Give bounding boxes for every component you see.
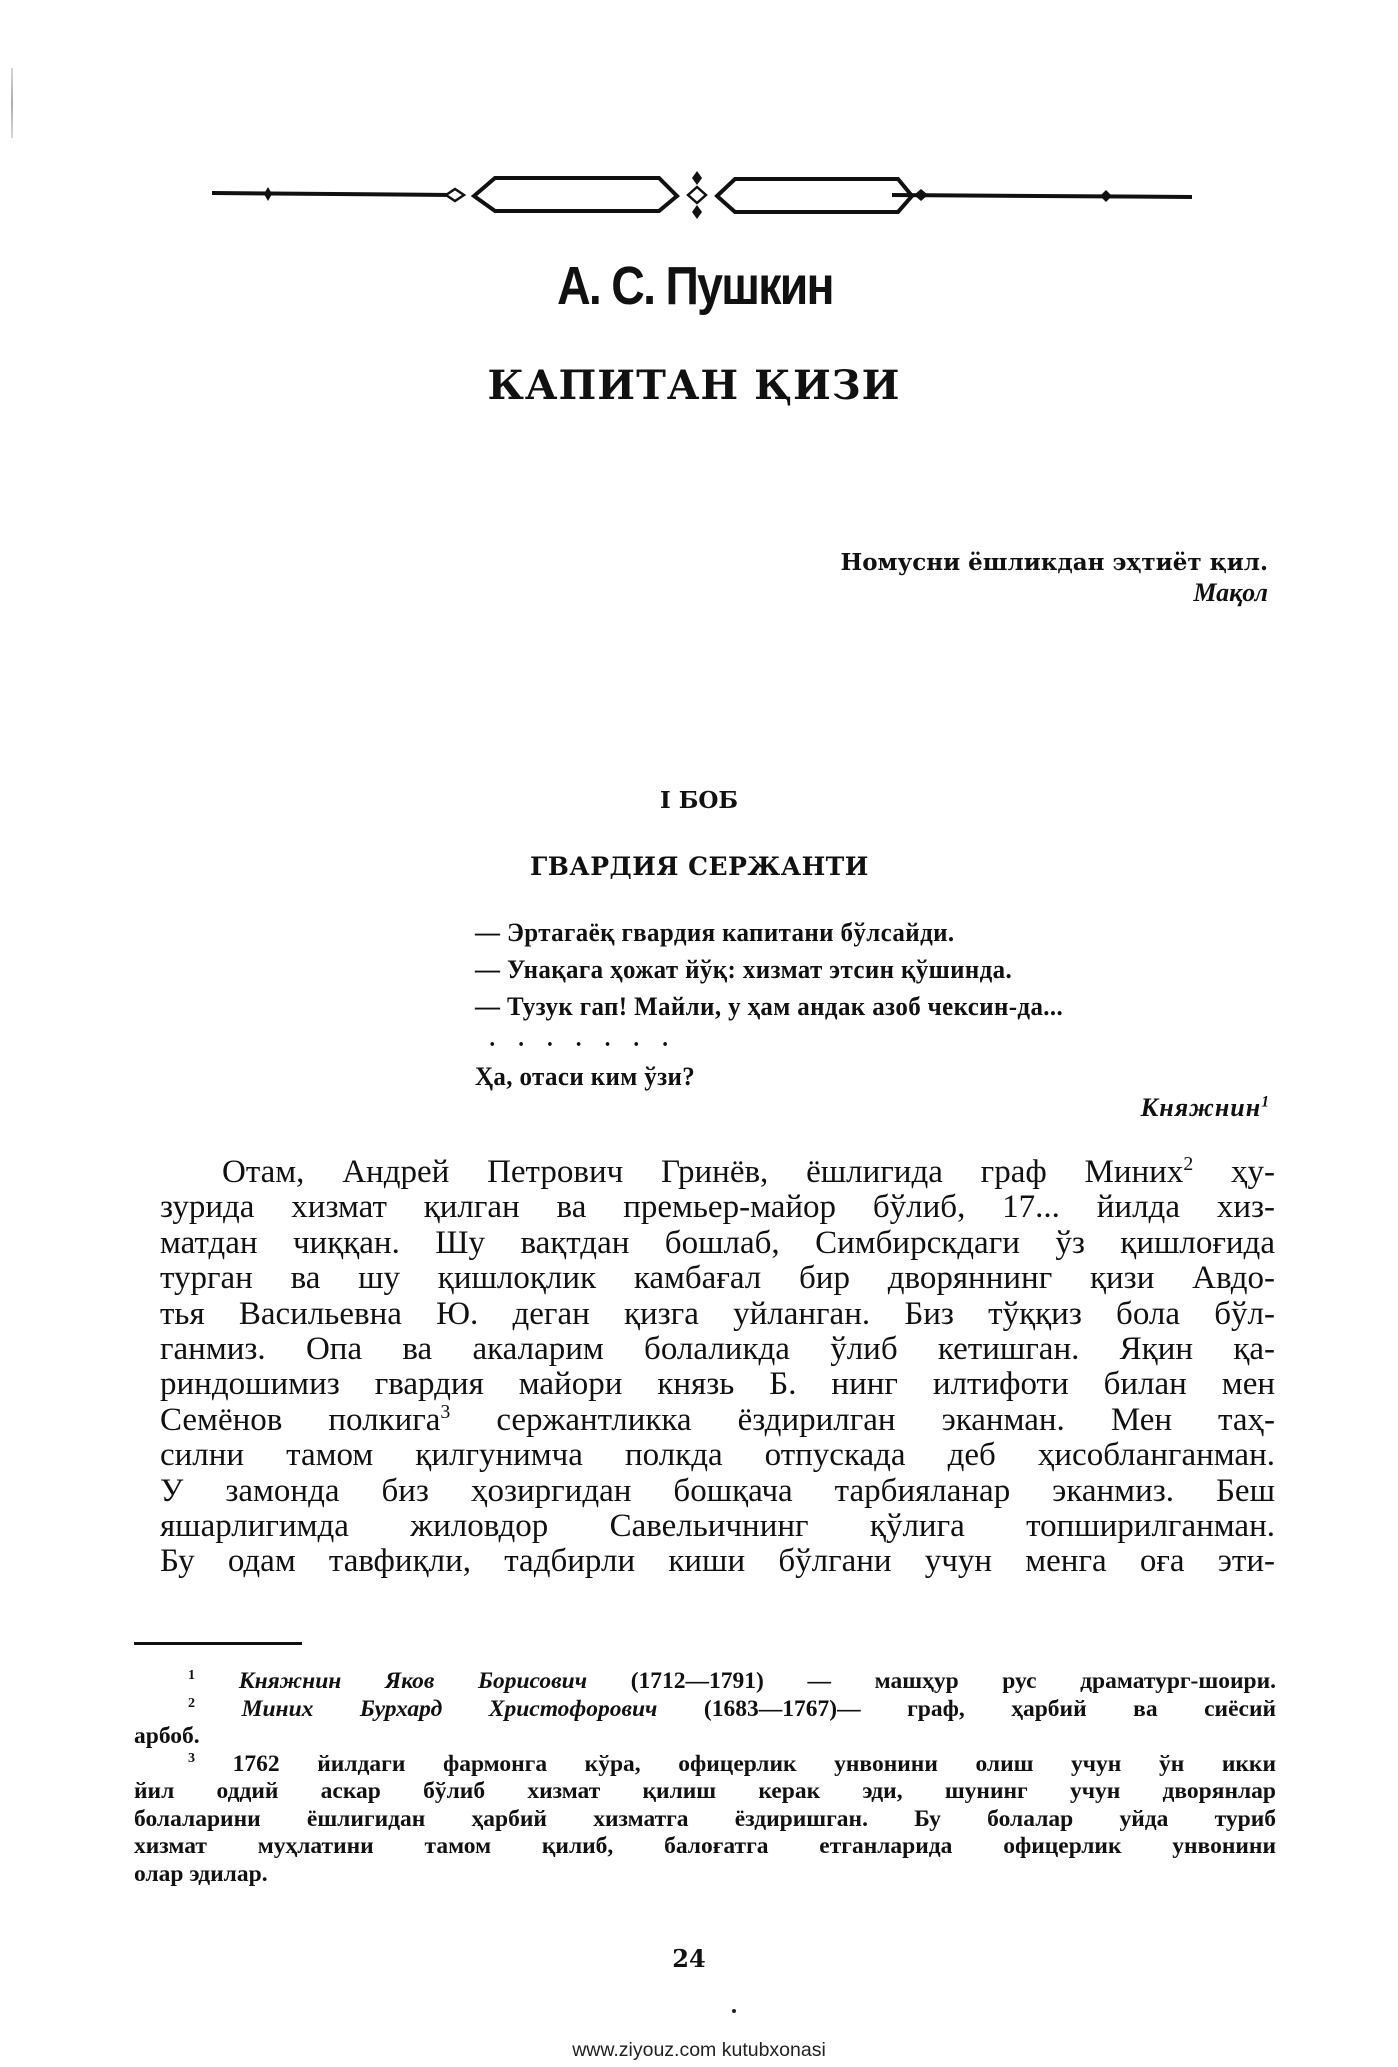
body-line-text: силни тамом қилгунимча полкда отпускада деб ҳисобланганман.: [160, 1437, 1275, 1474]
body-line-text: тья Васильевна Ю. деган қизга уйланган. Биз тўққиз бола бўл-: [160, 1295, 1275, 1332]
body-line-text: риндошимиз гвардия майори князь Б. нинг илтифоти билан мен: [160, 1366, 1275, 1403]
body-line-text: Семёнов полкига: [160, 1401, 441, 1438]
body-line: [160, 1400, 1275, 1438]
footnote-3-line: йил оддий аскар бўлиб хизмат қилиш керак эди, шунинг учун дворянлар: [134, 1778, 1276, 1804]
author-name: А. С. Пушкин: [557, 256, 833, 316]
poem-line: Ҳа, отаси ким ўзи?: [475, 1062, 696, 1091]
footnote-2: [134, 1696, 1276, 1724]
body-line-text: сержантликка ёздирилган эканман. Мен таҳ-: [450, 1401, 1275, 1438]
scan-artifact: [11, 68, 13, 138]
body-paragraph: [160, 1155, 1275, 1580]
footnote-1: [134, 1668, 1276, 1696]
book-title: КАПИТАН ҚИЗИ: [487, 362, 901, 409]
footnote-marker: 1: [188, 1667, 196, 1684]
body-line-text: Отам, Андрей Петрович Гринёв, ёшлигида граф Миних: [222, 1154, 1184, 1190]
footnote-3-line: олар эдилар.: [134, 1860, 268, 1887]
body-line: [160, 1190, 1275, 1225]
footnote-marker: 2: [188, 1694, 196, 1711]
body-line: [160, 1509, 1275, 1544]
chapter-number: I БОБ: [659, 787, 739, 814]
footnote-name: Миних Бурхард Христофорович: [241, 1695, 658, 1722]
poem-line: — Эртагаёқ гвардия капитани бўлсайди.: [475, 918, 955, 947]
body-line-text: яшарлигимда жиловдор Савельичнинг қўлига топширилганман.: [160, 1508, 1275, 1545]
footnote-text: (1683—1767)— граф, ҳарбий ва сиёсий: [657, 1695, 1277, 1722]
body-line: [160, 1226, 1275, 1261]
body-line-text: матдан чиққан. Шу вақтдан бошлаб, Симбирскдаги ўз қишлоғида: [160, 1224, 1275, 1261]
body-line-text: Бу одам тавфиқли, тадбирли киши бўлгани учун менга оға эти-: [160, 1543, 1275, 1580]
poem-epigraph: [475, 914, 1063, 1095]
epigraph: [840, 548, 1268, 608]
footnote-3-line: болаларини ёшлигидан ҳарбий хизматга ёздиришган. Бу болалар уйда туриб: [134, 1805, 1276, 1832]
body-line-text: ганмиз. Опа ва акаларим болаликда ўлиб кетишган. Яқин қа-: [160, 1331, 1275, 1368]
poem-line: — Унақага ҳожат йўқ: хизмат этсин қўшинда.: [475, 955, 1013, 984]
body-line-text: ҳу-: [1193, 1154, 1276, 1190]
footnote-3-line: хизмат муҳлатини тамом қилиб, балоғатга етганларида офицерлик унвонини: [134, 1833, 1276, 1859]
body-line-text: У замонда биз ҳозиргидан бошқача тарбияланар эканмиз. Беш: [160, 1472, 1275, 1509]
poem-attribution-name: Княжнин: [1140, 1093, 1262, 1122]
body-line: [160, 1155, 1275, 1190]
epigraph-source: Мақол: [1193, 578, 1268, 607]
epigraph-text: Номусни ёшликдан эҳтиёт қил.: [840, 549, 1268, 576]
footnote-text: 1762 йилдаги фармонга кўра, офицерлик унвонини олиш учун ўн икки: [195, 1750, 1276, 1777]
footnotes: [134, 1668, 1276, 1888]
footnote-ref: 2: [1183, 1153, 1194, 1175]
footnote-ref: 1: [1261, 1093, 1270, 1111]
footnote-marker: 3: [188, 1749, 196, 1766]
poem-ellipsis-dots: . . . . . . .: [489, 1026, 677, 1052]
decorative-ornament-divider: [212, 165, 1192, 225]
footnote-name: Княжнин Яков Борисович: [238, 1668, 588, 1694]
body-line: [160, 1261, 1275, 1296]
footnote-ref: 3: [440, 1400, 451, 1423]
body-line: [160, 1332, 1275, 1367]
watermark-link[interactable]: www.ziyouz.com kutubxonasi: [572, 2039, 826, 2061]
footnote-2-continuation: арбоб.: [134, 1723, 200, 1749]
poem-line: — Тузук гап! Майли, у ҳам андак азоб чексин-да...: [475, 992, 1064, 1021]
body-line: [160, 1297, 1275, 1332]
body-line-text: турган ва шу қишлоқлик камбағал бир дворяннинг қизи Авдо-: [160, 1260, 1275, 1297]
page-number: 24: [672, 1944, 706, 1973]
body-line: [160, 1544, 1275, 1579]
body-line: [160, 1438, 1275, 1473]
body-line: [160, 1367, 1275, 1402]
footnote-text: (1712—1791) — машҳур рус драматург-шоири.: [587, 1668, 1276, 1694]
footnote-3: [134, 1751, 1276, 1779]
body-line-text: зурида хизмат қилган ва премьер-майор бўлиб, 17... йилда хиз-: [160, 1189, 1275, 1226]
footnote-separator: [134, 1642, 302, 1645]
chapter-title: ГВАРДИЯ СЕРЖАНТИ: [530, 852, 869, 881]
scan-speck: [732, 2009, 736, 2013]
body-line: [160, 1474, 1275, 1509]
poem-attribution: [1141, 1093, 1270, 1123]
